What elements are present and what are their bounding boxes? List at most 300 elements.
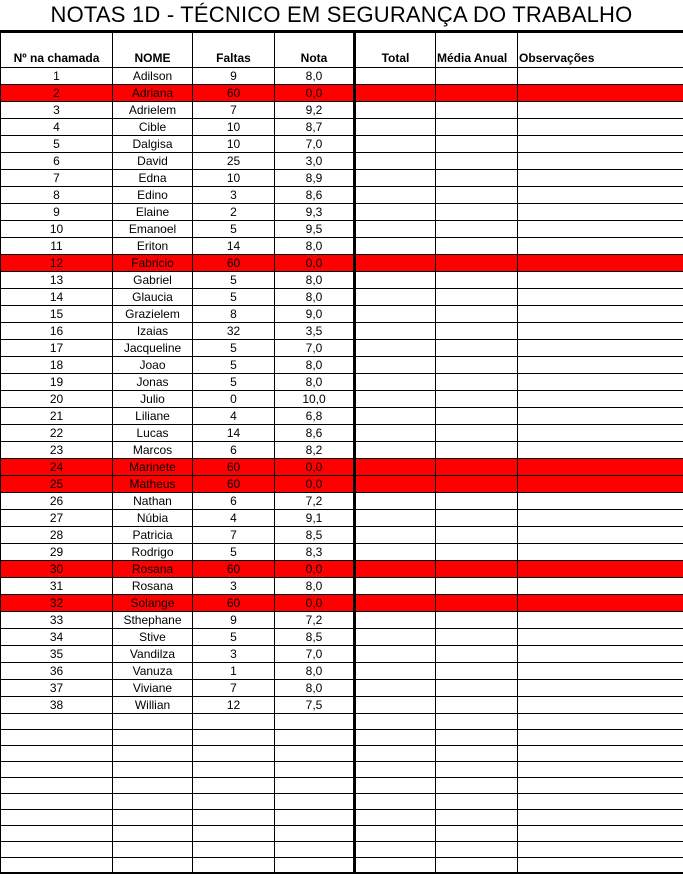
empty-cell[interactable]	[193, 841, 275, 857]
cell-media-anual[interactable]	[436, 186, 518, 203]
cell-media-anual[interactable]	[436, 407, 518, 424]
cell-nota[interactable]: 3,0	[275, 152, 355, 169]
empty-cell[interactable]	[1, 809, 113, 825]
cell-num[interactable]: 8	[1, 186, 113, 203]
cell-total[interactable]	[355, 84, 436, 101]
cell-nota[interactable]: 9,5	[275, 220, 355, 237]
cell-name[interactable]: Vandilza	[113, 645, 193, 662]
cell-faltas[interactable]: 10	[193, 169, 275, 186]
empty-cell[interactable]	[275, 761, 355, 777]
cell-media-anual[interactable]	[436, 509, 518, 526]
empty-cell[interactable]	[193, 745, 275, 761]
cell-media-anual[interactable]	[436, 492, 518, 509]
cell-total[interactable]	[355, 356, 436, 373]
cell-name[interactable]: Jonas	[113, 373, 193, 390]
cell-name[interactable]: Lucas	[113, 424, 193, 441]
cell-media-anual[interactable]	[436, 526, 518, 543]
cell-name[interactable]: Marinete	[113, 458, 193, 475]
cell-nota[interactable]: 0,0	[275, 458, 355, 475]
cell-name[interactable]: Marcos	[113, 441, 193, 458]
cell-observacoes[interactable]	[518, 458, 683, 475]
cell-name[interactable]: Adriana	[113, 84, 193, 101]
empty-cell[interactable]	[113, 761, 193, 777]
empty-cell[interactable]	[518, 729, 683, 745]
cell-nota[interactable]: 7,0	[275, 339, 355, 356]
cell-media-anual[interactable]	[436, 628, 518, 645]
cell-total[interactable]	[355, 237, 436, 254]
cell-media-anual[interactable]	[436, 101, 518, 118]
cell-faltas[interactable]: 60	[193, 254, 275, 271]
cell-faltas[interactable]: 14	[193, 237, 275, 254]
empty-cell[interactable]	[193, 793, 275, 809]
cell-nota[interactable]: 8,6	[275, 424, 355, 441]
cell-total[interactable]	[355, 492, 436, 509]
cell-nota[interactable]: 8,7	[275, 118, 355, 135]
cell-media-anual[interactable]	[436, 390, 518, 407]
cell-nota[interactable]: 7,2	[275, 492, 355, 509]
empty-cell[interactable]	[355, 809, 436, 825]
empty-cell[interactable]	[193, 825, 275, 841]
cell-name[interactable]: Glaucia	[113, 288, 193, 305]
cell-total[interactable]	[355, 322, 436, 339]
empty-cell[interactable]	[275, 777, 355, 793]
cell-name[interactable]: Emanoel	[113, 220, 193, 237]
cell-faltas[interactable]: 12	[193, 696, 275, 713]
cell-name[interactable]: Dalgisa	[113, 135, 193, 152]
cell-faltas[interactable]: 5	[193, 628, 275, 645]
cell-total[interactable]	[355, 611, 436, 628]
cell-total[interactable]	[355, 118, 436, 135]
cell-total[interactable]	[355, 203, 436, 220]
empty-cell[interactable]	[193, 857, 275, 873]
cell-nota[interactable]: 10,0	[275, 390, 355, 407]
cell-observacoes[interactable]	[518, 203, 683, 220]
cell-num[interactable]: 23	[1, 441, 113, 458]
cell-observacoes[interactable]	[518, 509, 683, 526]
cell-observacoes[interactable]	[518, 373, 683, 390]
cell-faltas[interactable]: 60	[193, 475, 275, 492]
empty-cell[interactable]	[436, 793, 518, 809]
cell-name[interactable]: Eriton	[113, 237, 193, 254]
cell-name[interactable]: Gabriel	[113, 271, 193, 288]
cell-num[interactable]: 12	[1, 254, 113, 271]
header-num[interactable]: Nº na chamada	[1, 33, 113, 67]
empty-cell[interactable]	[275, 713, 355, 729]
cell-nota[interactable]: 7,0	[275, 135, 355, 152]
cell-num[interactable]: 7	[1, 169, 113, 186]
cell-nota[interactable]: 8,0	[275, 237, 355, 254]
empty-cell[interactable]	[1, 729, 113, 745]
cell-total[interactable]	[355, 475, 436, 492]
empty-cell[interactable]	[1, 841, 113, 857]
header-total[interactable]: Total	[355, 33, 436, 67]
empty-cell[interactable]	[193, 761, 275, 777]
cell-media-anual[interactable]	[436, 118, 518, 135]
cell-observacoes[interactable]	[518, 407, 683, 424]
cell-name[interactable]: Sthephane	[113, 611, 193, 628]
cell-name[interactable]: Julio	[113, 390, 193, 407]
cell-nota[interactable]: 7,0	[275, 645, 355, 662]
cell-faltas[interactable]: 14	[193, 424, 275, 441]
empty-cell[interactable]	[275, 729, 355, 745]
cell-num[interactable]: 2	[1, 84, 113, 101]
cell-num[interactable]: 27	[1, 509, 113, 526]
header-nota[interactable]: Nota	[275, 33, 355, 67]
empty-cell[interactable]	[436, 777, 518, 793]
empty-cell[interactable]	[1, 777, 113, 793]
cell-total[interactable]	[355, 186, 436, 203]
empty-cell[interactable]	[436, 745, 518, 761]
empty-cell[interactable]	[113, 841, 193, 857]
empty-cell[interactable]	[275, 825, 355, 841]
cell-nota[interactable]: 9,3	[275, 203, 355, 220]
cell-total[interactable]	[355, 152, 436, 169]
cell-name[interactable]: Willian	[113, 696, 193, 713]
cell-total[interactable]	[355, 543, 436, 560]
cell-nota[interactable]: 0,0	[275, 594, 355, 611]
empty-cell[interactable]	[193, 713, 275, 729]
cell-media-anual[interactable]	[436, 237, 518, 254]
empty-cell[interactable]	[518, 809, 683, 825]
cell-observacoes[interactable]	[518, 220, 683, 237]
cell-faltas[interactable]: 4	[193, 509, 275, 526]
cell-observacoes[interactable]	[518, 67, 683, 84]
cell-total[interactable]	[355, 305, 436, 322]
cell-nota[interactable]: 9,2	[275, 101, 355, 118]
empty-cell[interactable]	[355, 761, 436, 777]
cell-num[interactable]: 21	[1, 407, 113, 424]
cell-num[interactable]: 20	[1, 390, 113, 407]
empty-cell[interactable]	[113, 729, 193, 745]
empty-cell[interactable]	[113, 857, 193, 873]
empty-cell[interactable]	[436, 761, 518, 777]
cell-observacoes[interactable]	[518, 356, 683, 373]
cell-nota[interactable]: 0,0	[275, 560, 355, 577]
cell-total[interactable]	[355, 662, 436, 679]
cell-name[interactable]: Fabricio	[113, 254, 193, 271]
cell-observacoes[interactable]	[518, 152, 683, 169]
cell-nota[interactable]: 3,5	[275, 322, 355, 339]
empty-cell[interactable]	[193, 809, 275, 825]
cell-media-anual[interactable]	[436, 356, 518, 373]
cell-name[interactable]: Izaias	[113, 322, 193, 339]
cell-observacoes[interactable]	[518, 288, 683, 305]
cell-observacoes[interactable]	[518, 84, 683, 101]
empty-cell[interactable]	[193, 729, 275, 745]
cell-media-anual[interactable]	[436, 475, 518, 492]
cell-observacoes[interactable]	[518, 577, 683, 594]
cell-name[interactable]: Matheus	[113, 475, 193, 492]
cell-num[interactable]: 25	[1, 475, 113, 492]
cell-total[interactable]	[355, 645, 436, 662]
cell-name[interactable]: Rosana	[113, 560, 193, 577]
cell-faltas[interactable]: 60	[193, 458, 275, 475]
cell-observacoes[interactable]	[518, 475, 683, 492]
cell-num[interactable]: 10	[1, 220, 113, 237]
cell-num[interactable]: 38	[1, 696, 113, 713]
cell-nota[interactable]: 7,5	[275, 696, 355, 713]
cell-nota[interactable]: 6,8	[275, 407, 355, 424]
cell-media-anual[interactable]	[436, 679, 518, 696]
cell-faltas[interactable]: 5	[193, 271, 275, 288]
cell-faltas[interactable]: 25	[193, 152, 275, 169]
cell-total[interactable]	[355, 526, 436, 543]
cell-num[interactable]: 34	[1, 628, 113, 645]
cell-num[interactable]: 33	[1, 611, 113, 628]
empty-cell[interactable]	[1, 761, 113, 777]
cell-media-anual[interactable]	[436, 577, 518, 594]
cell-faltas[interactable]: 10	[193, 135, 275, 152]
cell-total[interactable]	[355, 560, 436, 577]
cell-media-anual[interactable]	[436, 339, 518, 356]
cell-faltas[interactable]: 9	[193, 611, 275, 628]
empty-cell[interactable]	[518, 761, 683, 777]
empty-cell[interactable]	[436, 825, 518, 841]
cell-name[interactable]: Grazielem	[113, 305, 193, 322]
cell-faltas[interactable]: 3	[193, 186, 275, 203]
cell-num[interactable]: 1	[1, 67, 113, 84]
empty-cell[interactable]	[436, 857, 518, 873]
cell-total[interactable]	[355, 424, 436, 441]
cell-name[interactable]: Nathan	[113, 492, 193, 509]
cell-faltas[interactable]: 5	[193, 339, 275, 356]
empty-cell[interactable]	[1, 745, 113, 761]
cell-name[interactable]: Stive	[113, 628, 193, 645]
cell-name[interactable]: Viviane	[113, 679, 193, 696]
cell-num[interactable]: 37	[1, 679, 113, 696]
cell-faltas[interactable]: 1	[193, 662, 275, 679]
cell-observacoes[interactable]	[518, 322, 683, 339]
cell-faltas[interactable]: 5	[193, 356, 275, 373]
empty-cell[interactable]	[275, 793, 355, 809]
empty-cell[interactable]	[436, 729, 518, 745]
cell-name[interactable]: Joao	[113, 356, 193, 373]
empty-cell[interactable]	[193, 777, 275, 793]
cell-media-anual[interactable]	[436, 560, 518, 577]
cell-total[interactable]	[355, 407, 436, 424]
cell-faltas[interactable]: 7	[193, 526, 275, 543]
cell-media-anual[interactable]	[436, 594, 518, 611]
cell-name[interactable]: Edna	[113, 169, 193, 186]
cell-observacoes[interactable]	[518, 271, 683, 288]
empty-cell[interactable]	[436, 713, 518, 729]
cell-num[interactable]: 31	[1, 577, 113, 594]
cell-name[interactable]: Rosana	[113, 577, 193, 594]
cell-nota[interactable]: 9,1	[275, 509, 355, 526]
cell-total[interactable]	[355, 696, 436, 713]
cell-observacoes[interactable]	[518, 305, 683, 322]
cell-nota[interactable]: 8,0	[275, 679, 355, 696]
cell-faltas[interactable]: 6	[193, 441, 275, 458]
cell-observacoes[interactable]	[518, 526, 683, 543]
cell-num[interactable]: 28	[1, 526, 113, 543]
cell-observacoes[interactable]	[518, 662, 683, 679]
cell-media-anual[interactable]	[436, 220, 518, 237]
cell-faltas[interactable]: 2	[193, 203, 275, 220]
empty-cell[interactable]	[113, 793, 193, 809]
cell-media-anual[interactable]	[436, 645, 518, 662]
cell-name[interactable]: Rodrigo	[113, 543, 193, 560]
empty-cell[interactable]	[518, 793, 683, 809]
cell-observacoes[interactable]	[518, 390, 683, 407]
cell-media-anual[interactable]	[436, 135, 518, 152]
cell-media-anual[interactable]	[436, 441, 518, 458]
cell-faltas[interactable]: 60	[193, 594, 275, 611]
cell-faltas[interactable]: 6	[193, 492, 275, 509]
empty-cell[interactable]	[355, 857, 436, 873]
cell-faltas[interactable]: 5	[193, 220, 275, 237]
cell-media-anual[interactable]	[436, 67, 518, 84]
cell-nota[interactable]: 7,2	[275, 611, 355, 628]
cell-total[interactable]	[355, 271, 436, 288]
cell-observacoes[interactable]	[518, 645, 683, 662]
cell-nota[interactable]: 8,0	[275, 662, 355, 679]
empty-cell[interactable]	[275, 809, 355, 825]
cell-media-anual[interactable]	[436, 424, 518, 441]
empty-cell[interactable]	[518, 777, 683, 793]
cell-media-anual[interactable]	[436, 271, 518, 288]
cell-name[interactable]: Solange	[113, 594, 193, 611]
cell-total[interactable]	[355, 339, 436, 356]
cell-media-anual[interactable]	[436, 288, 518, 305]
cell-faltas[interactable]: 5	[193, 543, 275, 560]
empty-cell[interactable]	[355, 777, 436, 793]
empty-cell[interactable]	[518, 713, 683, 729]
cell-faltas[interactable]: 5	[193, 288, 275, 305]
cell-total[interactable]	[355, 135, 436, 152]
cell-observacoes[interactable]	[518, 118, 683, 135]
cell-nota[interactable]: 8,5	[275, 526, 355, 543]
cell-nota[interactable]: 8,0	[275, 288, 355, 305]
cell-faltas[interactable]: 4	[193, 407, 275, 424]
cell-total[interactable]	[355, 169, 436, 186]
cell-name[interactable]: Vanuza	[113, 662, 193, 679]
empty-cell[interactable]	[1, 713, 113, 729]
cell-total[interactable]	[355, 441, 436, 458]
cell-num[interactable]: 22	[1, 424, 113, 441]
cell-faltas[interactable]: 60	[193, 560, 275, 577]
cell-num[interactable]: 26	[1, 492, 113, 509]
cell-nota[interactable]: 9,0	[275, 305, 355, 322]
cell-observacoes[interactable]	[518, 696, 683, 713]
cell-observacoes[interactable]	[518, 135, 683, 152]
cell-nota[interactable]: 0,0	[275, 475, 355, 492]
cell-faltas[interactable]: 0	[193, 390, 275, 407]
cell-num[interactable]: 30	[1, 560, 113, 577]
cell-nota[interactable]: 8,5	[275, 628, 355, 645]
cell-num[interactable]: 13	[1, 271, 113, 288]
cell-num[interactable]: 9	[1, 203, 113, 220]
cell-observacoes[interactable]	[518, 492, 683, 509]
cell-media-anual[interactable]	[436, 84, 518, 101]
cell-media-anual[interactable]	[436, 169, 518, 186]
header-media-anual[interactable]: Média Anual	[436, 33, 518, 67]
empty-cell[interactable]	[113, 713, 193, 729]
empty-cell[interactable]	[113, 809, 193, 825]
cell-observacoes[interactable]	[518, 679, 683, 696]
cell-name[interactable]: Jacqueline	[113, 339, 193, 356]
cell-nota[interactable]: 8,2	[275, 441, 355, 458]
cell-name[interactable]: Cible	[113, 118, 193, 135]
cell-total[interactable]	[355, 288, 436, 305]
cell-faltas[interactable]: 7	[193, 679, 275, 696]
empty-cell[interactable]	[113, 745, 193, 761]
cell-name[interactable]: Adrielem	[113, 101, 193, 118]
cell-total[interactable]	[355, 220, 436, 237]
cell-num[interactable]: 32	[1, 594, 113, 611]
cell-name[interactable]: Núbia	[113, 509, 193, 526]
cell-num[interactable]: 35	[1, 645, 113, 662]
cell-name[interactable]: Liliane	[113, 407, 193, 424]
cell-media-anual[interactable]	[436, 254, 518, 271]
cell-media-anual[interactable]	[436, 305, 518, 322]
cell-nota[interactable]: 8,6	[275, 186, 355, 203]
cell-total[interactable]	[355, 101, 436, 118]
cell-total[interactable]	[355, 577, 436, 594]
cell-total[interactable]	[355, 458, 436, 475]
cell-faltas[interactable]: 9	[193, 67, 275, 84]
cell-total[interactable]	[355, 254, 436, 271]
cell-num[interactable]: 15	[1, 305, 113, 322]
cell-nota[interactable]: 8,0	[275, 373, 355, 390]
cell-num[interactable]: 17	[1, 339, 113, 356]
cell-faltas[interactable]: 60	[193, 84, 275, 101]
cell-media-anual[interactable]	[436, 203, 518, 220]
empty-cell[interactable]	[275, 841, 355, 857]
cell-total[interactable]	[355, 373, 436, 390]
cell-faltas[interactable]: 8	[193, 305, 275, 322]
cell-name[interactable]: Elaine	[113, 203, 193, 220]
cell-media-anual[interactable]	[436, 696, 518, 713]
empty-cell[interactable]	[355, 841, 436, 857]
empty-cell[interactable]	[1, 793, 113, 809]
cell-total[interactable]	[355, 679, 436, 696]
cell-total[interactable]	[355, 67, 436, 84]
empty-cell[interactable]	[355, 713, 436, 729]
header-faltas[interactable]: Faltas	[193, 33, 275, 67]
empty-cell[interactable]	[355, 825, 436, 841]
cell-num[interactable]: 3	[1, 101, 113, 118]
empty-cell[interactable]	[355, 729, 436, 745]
cell-nota[interactable]: 8,0	[275, 271, 355, 288]
empty-cell[interactable]	[275, 857, 355, 873]
empty-cell[interactable]	[518, 745, 683, 761]
cell-observacoes[interactable]	[518, 339, 683, 356]
cell-nota[interactable]: 8,9	[275, 169, 355, 186]
cell-observacoes[interactable]	[518, 611, 683, 628]
cell-num[interactable]: 14	[1, 288, 113, 305]
empty-cell[interactable]	[436, 841, 518, 857]
cell-media-anual[interactable]	[436, 373, 518, 390]
cell-faltas[interactable]: 3	[193, 645, 275, 662]
header-name[interactable]: NOME	[113, 33, 193, 67]
cell-media-anual[interactable]	[436, 322, 518, 339]
cell-num[interactable]: 29	[1, 543, 113, 560]
cell-nota[interactable]: 8,0	[275, 577, 355, 594]
cell-nota[interactable]: 8,3	[275, 543, 355, 560]
sheet-title[interactable]: NOTAS 1D - TÉCNICO EM SEGURANÇA DO TRABALHO	[0, 0, 683, 33]
cell-num[interactable]: 36	[1, 662, 113, 679]
cell-num[interactable]: 4	[1, 118, 113, 135]
cell-observacoes[interactable]	[518, 101, 683, 118]
cell-media-anual[interactable]	[436, 662, 518, 679]
empty-cell[interactable]	[518, 825, 683, 841]
empty-cell[interactable]	[355, 745, 436, 761]
cell-nota[interactable]: 0,0	[275, 84, 355, 101]
cell-name[interactable]: Patricia	[113, 526, 193, 543]
cell-num[interactable]: 19	[1, 373, 113, 390]
cell-faltas[interactable]: 7	[193, 101, 275, 118]
